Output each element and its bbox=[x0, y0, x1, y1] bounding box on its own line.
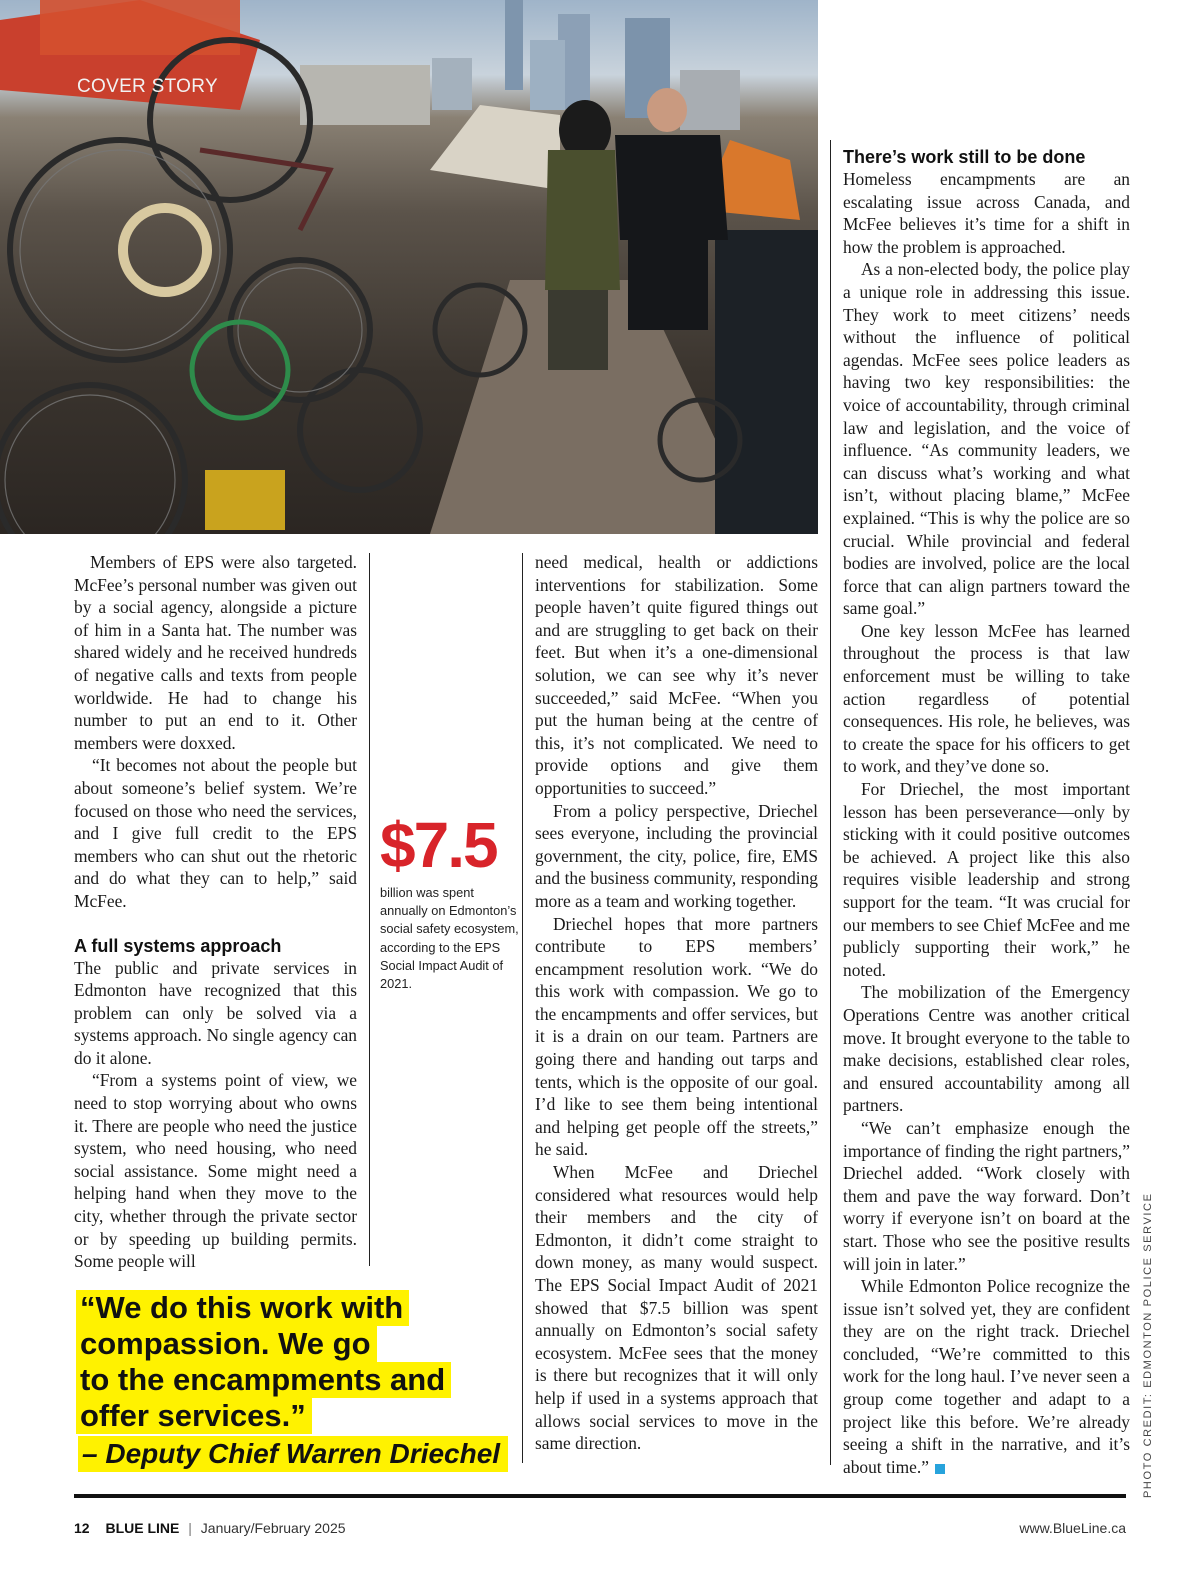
issue-date: January/February 2025 bbox=[200, 1520, 346, 1536]
section-heading: A full systems approach bbox=[74, 935, 282, 956]
footer-separator: | bbox=[188, 1520, 192, 1536]
pull-quote bbox=[76, 1290, 526, 1472]
body-paragraph: As a non-elected body, the police play a unique role in addressing this issue. They work to meet citizens’ needs without the influence of political agendas. McFee sees police leaders as having two key responsibilities: the voice of accountability, through criminal law and legislation, and the voice of influence. “As community leaders, we can discuss what’s working and what isn’t, without placing blame,” McFee explained. “This is why the police are so crucial. While provincial and federal bodies are involved, police are the local force that can align partners toward the same goal.” bbox=[843, 259, 1130, 619]
body-paragraph: Homeless encampments are an escalating issue across Canada, and McFee believes it’s time for a shift in how the problem is approached. bbox=[843, 169, 1130, 257]
body-paragraph: Members of EPS were also targeted. McFee’s personal number was given out by a social agency, alongside a picture of him in a Santa hat. The number was shared widely and he received hundreds of negative calls and texts from people worldwide. He had to change his number to put an end to it. Other members were doxxed. bbox=[74, 552, 357, 753]
pull-quote-line: offer services.” bbox=[76, 1398, 312, 1434]
photo-credit: PHOTO CREDIT: EDMONTON POLICE SERVICE bbox=[1142, 1192, 1154, 1498]
body-paragraph: For Driechel, the most important lesson has been perseverance—only by sticking with it could positive outcomes be achieved. A project like this also requires visible leadership and strong support for the team. “It was crucial for our members to see Chief McFee and me publicly supporting their work,” he noted. bbox=[843, 779, 1130, 980]
body-paragraph bbox=[843, 1275, 1130, 1478]
column-rule bbox=[369, 553, 370, 1266]
article-column-1 bbox=[74, 551, 357, 1273]
body-paragraph: The public and private services in Edmonton have recognized that this problem can only be solved via a systems approach. No single agency can do it alone. bbox=[74, 957, 357, 1068]
pull-quote-line: to the encampments and bbox=[76, 1362, 451, 1398]
body-paragraph: When McFee and Driechel considered what resources would help their members and the city of Edmonton, it didn’t come straight to down money, as many would suspect. The EPS Social Impact Audit of 2021 showed that $7.5 billion was spent annually on Edmonton’s social safety ecosystem. McFee sees that the money is there but recognizes that it will only help if used in a systems approach that allows social services to move in the same direction. bbox=[535, 1162, 818, 1454]
stat-value: $7.5 bbox=[380, 809, 497, 881]
footer-rule bbox=[74, 1494, 1126, 1498]
body-paragraph: need medical, health or addictions interventions for stabilization. Some people haven’t quite figured things out and are struggling to get back on their feet. But when it’s a one-dimensional solution, we can see why it’s never succeeded,” said McFee. “When you put the human being at the centre of this, it’s not complicated. We need to provide options and give them opportunities to succeed.” bbox=[535, 552, 818, 798]
body-paragraph: One key lesson McFee has learned throughout the process is that law enforcement must be willing to take action regardless of potential consequences. His role, he believes, was to create the space for his officers to get to work, and they’ve done so. bbox=[843, 620, 1130, 777]
end-mark-icon bbox=[935, 1464, 945, 1474]
body-paragraph: “We can’t emphasize enough the importance of finding the right partners,” Driechel added. “Work closely with them and pave the way forward. Don’t worry if everyone isn’t on board at the start. Those who see the positive results will join in later.” bbox=[843, 1117, 1130, 1274]
stat-caption: billion was spent annually on Edmonton’s social safety ecosystem, according to the EPS Social Impact Audit of 2021. bbox=[380, 885, 519, 992]
pull-quote-line: compassion. We go bbox=[76, 1326, 377, 1362]
pull-quote-attribution: – Deputy Chief Warren Driechel bbox=[78, 1436, 508, 1472]
stat-callout bbox=[380, 809, 520, 993]
body-paragraph: The mobilization of the Emergency Operations Centre was another critical move. It brought everyone to the table to make decisions, established clear roles, and ensured accountability among all partners. bbox=[843, 982, 1130, 1116]
body-paragraph: “It becomes not about the people but about someone’s belief system. We’re focused on those who need the services, and I give full credit to the EPS members who can shut out the rhetoric and do what they can to help,” said McFee. bbox=[74, 755, 357, 911]
article-column-2 bbox=[535, 551, 818, 1455]
body-paragraph: Driechel hopes that more partners contribute to EPS members’ encampment resolution work. “We do this work with compassion. We go to the encampments and offer services, but it is a drain on our team. Partners are going there and handing out tarps and tents, which is the opposite of our goal. I’d like to see them being intentional and helping get people off the streets,” he said. bbox=[535, 913, 818, 1160]
cover-photo bbox=[0, 0, 818, 534]
section-label: COVER STORY bbox=[77, 76, 218, 97]
body-paragraph: From a policy perspective, Driechel sees everyone, including the provincial government, the city, police, fire, EMS and the business community, responding more as a team and working together. bbox=[535, 800, 818, 911]
article-column-3 bbox=[843, 146, 1130, 1478]
page-footer bbox=[74, 1520, 1126, 1536]
page-number: 12 bbox=[74, 1520, 90, 1536]
website-link[interactable]: www.BlueLine.ca bbox=[1019, 1520, 1126, 1536]
closing-text: While Edmonton Police recognize the issue isn’t solved yet, they are confident they are on the right track. Driechel concluded, “We’re committed to this work for the long haul. I’ve never seen a group come together and adapt to a project like this before. We’re already seeing a shift in the narrative, and it’s about time.” bbox=[843, 1276, 1130, 1477]
section-heading: There’s work still to be done bbox=[843, 147, 1086, 167]
body-paragraph: “From a systems point of view, we need to stop worrying about who owns it. There are people who need the justice system, who need housing, who need social assistance. Some might need a helping hand when they move to the city, whether through the private sector or by speeding up building permits. Some people will bbox=[74, 1070, 357, 1272]
magazine-name: BLUE LINE bbox=[105, 1520, 180, 1536]
column-rule bbox=[830, 140, 831, 1465]
pull-quote-line: “We do this work with bbox=[76, 1290, 409, 1326]
